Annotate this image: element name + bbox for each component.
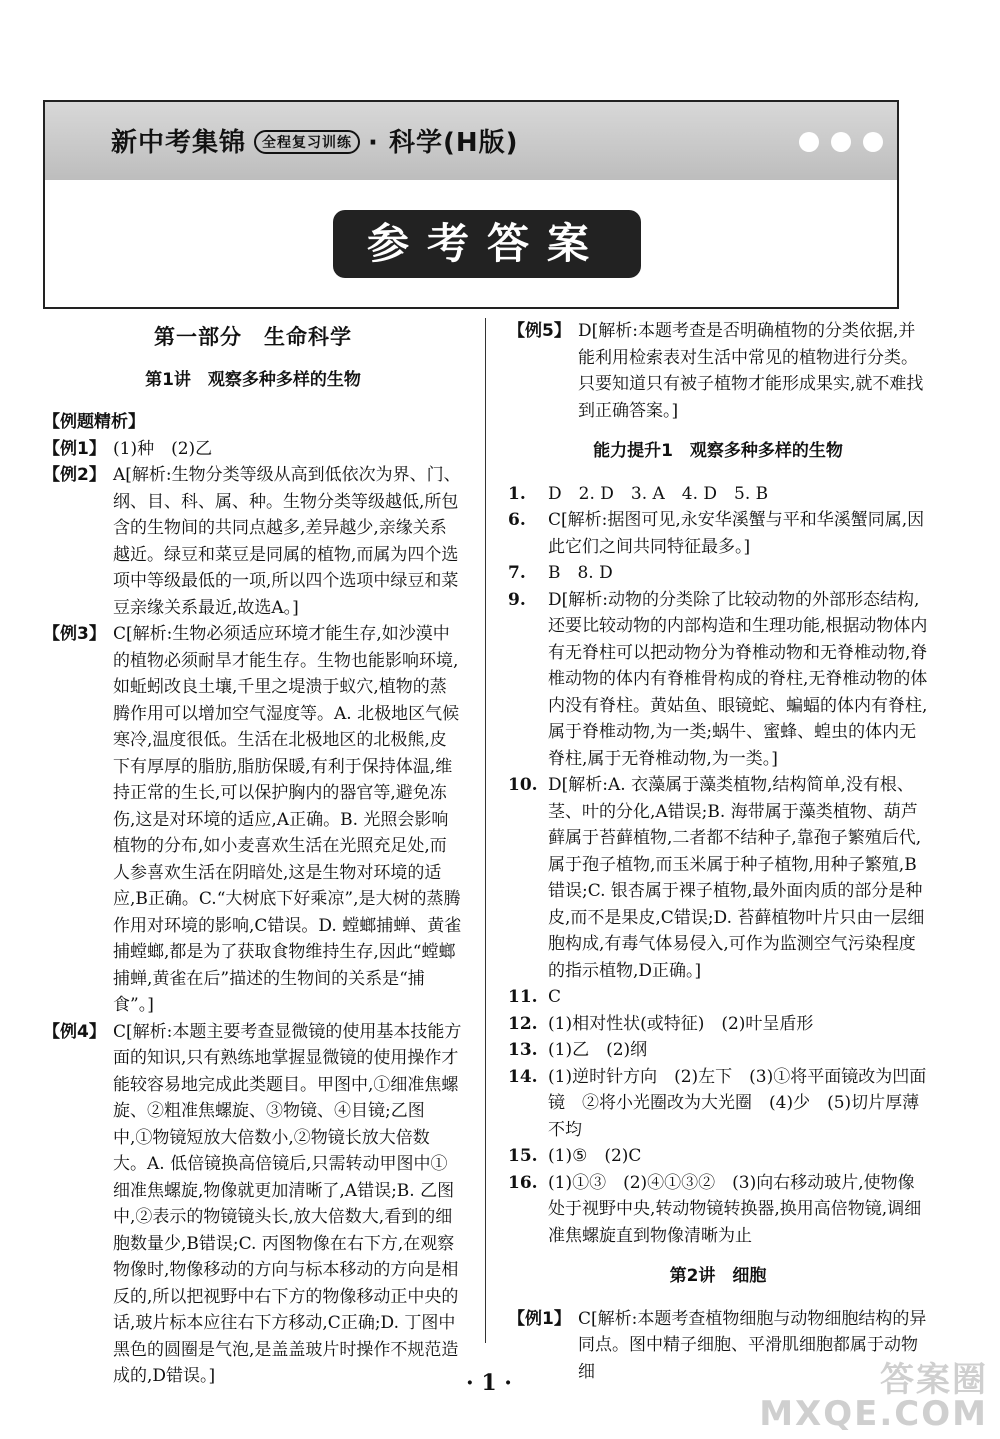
answer-text: (1)⑤ (2)C — [548, 1146, 642, 1166]
answer-item — [508, 507, 928, 560]
answer-text: (1)相对性状(或特征) (2)叶呈盾形 — [548, 1013, 814, 1034]
answer-text: D[解析:动物的分类除了比较动物的外部形态结构,还要比较动物的内部构造和生理功能,根据动物体内有无脊柱可以把动物分为脊椎动物和无脊椎动物,脊椎动物的体内有脊椎骨构成的脊柱,无脊椎动物的体内没有脊柱。黄姑鱼、眼镜蛇、蝙蝠的体内有脊柱,属于脊椎动物,为一类;蜗牛、蜜蜂、蝗虫的体内无脊柱,属于无脊椎动物,为一类。] — [548, 589, 928, 769]
answer-text: D[解析:A. 衣藻属于藻类植物,结构简单,没有根、茎、叶的分化,A错误;B. 海带属于藻类植物、葫芦藓属于苔藓植物,二者都不结种子,靠孢子繁殖后代,属于孢子植物,而玉米属于种子植物,用种子繁殖,B错误;C. 银杏属于裸子植物,最外面肉质的部分是种皮,而不是果皮,C错误;D. 苔藓植物叶片只由一层细胞构成,有毒气体易侵入,可作为监测空气污染程度的指示植物,D正确。] — [548, 775, 925, 981]
example-label: 【例4】 — [43, 1021, 106, 1042]
example-label: 【例1】 — [508, 1308, 571, 1329]
answer-number: 1. — [508, 483, 526, 504]
answer-item — [508, 587, 928, 773]
answer-item — [508, 1170, 928, 1250]
answer-number: 13. — [508, 1040, 538, 1060]
brand-sub-badge: 全程复习训练 — [254, 130, 360, 154]
answer-item — [508, 1064, 928, 1144]
answer-number: 11. — [508, 987, 538, 1007]
example-label: 【例2】 — [43, 465, 106, 485]
brand-name: 新中考集锦 — [111, 128, 247, 158]
answer-item — [508, 772, 928, 984]
book-brand — [111, 122, 518, 159]
lecture-title: 第1讲 观察多种多样的生物 — [145, 369, 361, 390]
answer-text: B 8. D — [548, 563, 613, 583]
answer-number: 6. — [508, 510, 526, 530]
answer-text: C — [548, 987, 562, 1007]
answer-number: 9. — [508, 589, 526, 610]
part-title: 第一部分 生命科学 — [154, 325, 352, 349]
answer-text: (1)①③ (2)④①③② (3)向右移动玻片,使物像处于视野中央,转动物镜转换器,换用高倍物镜,调细准焦螺旋直到物像清晰为止 — [548, 1172, 922, 1246]
answer-text: C[解析:据图可见,永安华溪蟹与平和华溪蟹同属,因此它们之间共同特征最多。] — [548, 510, 925, 557]
left-column — [43, 318, 463, 1390]
example-text: C[解析:本题主要考查显微镜的使用基本技能方面的知识,只有熟练地掌握显微镜的使用操作才能较容易地完成此类题目。甲图中,①细准焦螺旋、②粗准焦螺旋、③物镜、④目镜;乙图中,①物镜短放大倍数小,②物镜长放大倍数大。A. 低倍镜换高倍镜后,只需转动甲图中①细准焦螺旋,物像就更加清晰了,A错误;B. 乙图中,②表示的物镜镜头长,放大倍数大,看到的细胞数量少,B错误;C. 丙图物像在右下方,在观察物像时,物像移动的方向与标本移动的方向是相反的,所以把视野中右下方的物像移动正中央的话,玻片标本应往右下方移动,C正确;D. 丁图中黑色的圆圈是气泡,是盖盖玻片时操作不规范造成的,D错误。] — [113, 1021, 462, 1386]
answer-item — [508, 560, 928, 587]
header-box — [43, 100, 899, 309]
example-item — [43, 1019, 463, 1390]
lecture-title: 第2讲 细胞 — [669, 1266, 767, 1286]
header-band — [45, 102, 897, 180]
answer-number: 12. — [508, 1013, 538, 1034]
example-label: 【例5】 — [508, 321, 571, 341]
example-item — [43, 436, 463, 463]
example-item — [43, 621, 463, 1019]
column-divider — [485, 318, 486, 1343]
answer-text: D 2. D 3. A 4. D 5. B — [548, 483, 769, 504]
answer-number: 14. — [508, 1066, 538, 1087]
example-label: 【例1】 — [43, 438, 106, 459]
example-label: 【例3】 — [43, 624, 106, 644]
example-text: (1)种 (2)乙 — [113, 438, 213, 459]
subject-label: · 科学(H版) — [368, 128, 519, 158]
decor-dots — [787, 132, 883, 156]
answer-number: 16. — [508, 1172, 538, 1193]
answer-item — [508, 984, 928, 1011]
answer-item — [508, 481, 928, 508]
section-heading: 【例题精析】 — [43, 412, 145, 432]
answer-number: 7. — [508, 563, 526, 583]
answer-number: 15. — [508, 1146, 538, 1166]
answer-text: (1)逆时针方向 (2)左下 (3)①将平面镜改为凹面镜 ②将小光圈改为大光圈 (4)少 (5)切片厚薄不均 — [548, 1066, 927, 1140]
example-text: C[解析:本题考查植物细胞与动物细胞结构的异同点。图中精子细胞、平滑肌细胞都属于动物细 — [578, 1308, 927, 1382]
answer-number: 10. — [508, 775, 538, 795]
answer-text: (1)乙 (2)纲 — [548, 1040, 648, 1060]
example-text: A[解析:生物分类等级从高到低依次为界、门、纲、目、科、属、种。生物分类等级越低,所包含的生物间的共同点越多,差异越少,亲缘关系越近。绿豆和菜豆是同属的植物,而属为四个选项中等级最低的一项,所以四个选项中绿豆和菜豆亲缘关系最近,故选A。] — [113, 465, 461, 618]
watermark-logo: 答案圈 MXQE.COM — [759, 1360, 988, 1434]
example-text: D[解析:本题考查是否明确植物的分类依据,并能利用检索表对生活中常见的植物进行分类。只要知道只有被子植物才能形成果实,就不难找到正确答案。] — [578, 321, 924, 421]
example-text: C[解析:生物必须适应环境才能生存,如沙漠中的植物必须耐旱才能生存。生物也能影响环境,如蚯蚓改良土壤,千里之堤溃于蚁穴,植物的蒸腾作用可以增加空气湿度等。A. 北极地区气候寒冷,温度很低。生活在北极地区的北极熊,皮下有厚厚的脂肪,脂肪保暖,有利于保持体温,维持正常的生长,可以保护胸内的器官等,避免冻伤,这是对环境的适应,A正确。B. 光照会影响植物的分布,如小麦喜欢生活在光照充足处,而人参喜欢生活在阴暗处,这是生物对环境的适应,B正确。C.“大树底下好乘凉”,是大树的蒸腾作用对环境的影响,C错误。D. 螳螂捕蝉、黄雀捕螳螂,都是为了获取食物维持生存,因此“螳螂捕蝉,黄雀在后”描述的生物间的关系是“捕食”。] — [113, 624, 462, 1015]
page-title: 参考答案 — [333, 210, 641, 278]
answer-item — [508, 1037, 928, 1064]
example-item — [43, 462, 463, 621]
ability-title: 能力提升1 观察多种多样的生物 — [593, 441, 843, 461]
answer-item — [508, 1011, 928, 1038]
right-column — [508, 318, 928, 1385]
answer-item — [508, 1143, 928, 1170]
example-item — [508, 318, 928, 424]
page-number: · 1 · — [466, 1370, 512, 1396]
